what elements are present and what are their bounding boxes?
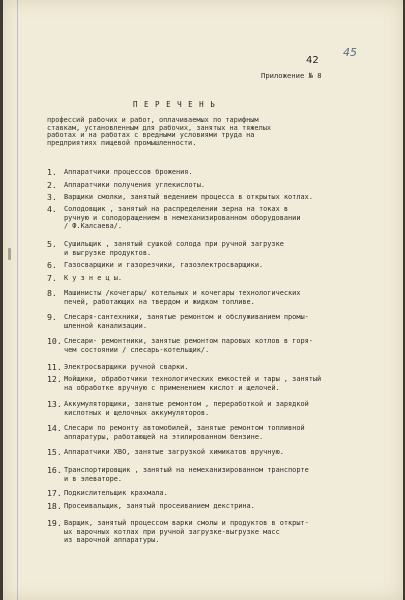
item-number: 11.: [47, 362, 62, 372]
item-text: и выгрузке продуктов.: [64, 248, 152, 257]
item-number: 9.: [47, 312, 57, 322]
item-text: шленной канализации.: [64, 321, 147, 330]
item-number: 13.: [47, 399, 62, 409]
item-text: Мойщики, обработчики технологических емкостей и тары , занятый: [64, 375, 322, 383]
item-number: 7.: [47, 273, 57, 283]
item-text: ручную и солодоращением в немеханизированном оборудовании: [64, 213, 301, 222]
item-number: 8.: [47, 288, 57, 298]
item-number: 14.: [47, 423, 62, 433]
item-number: 6.: [47, 260, 57, 270]
item-text: чем состоянии / слесарь-котельщик/.: [64, 345, 210, 354]
item-text: Аппаратчики получения углекислоты.: [64, 181, 206, 189]
item-number: 10.: [47, 336, 62, 346]
appendix-label: Приложение № 8: [261, 71, 322, 80]
item-text: Транспортировщик , занятый на немеханизированном транспорте: [64, 466, 309, 474]
item-text: на обработке вручную с применением кислот и щелочей.: [64, 383, 280, 392]
item-number: 5.: [47, 239, 57, 249]
item-text: аппаратуры, работающей на этилированном бензине.: [64, 432, 264, 441]
intro-line: работах и на работах с вредными условиями труда на: [47, 131, 255, 140]
item-text: Слесари- ремонтники, занятые ремонтом паровых котлов в горя-: [64, 337, 313, 345]
item-number: 19.: [47, 518, 62, 528]
item-text: Солодовщик , занятый на распределении зерна на токах в: [64, 205, 289, 213]
item-number: 3.: [47, 192, 57, 202]
item-text: печей, работающих на твердом и жидком топливе.: [64, 297, 255, 306]
item-text: ых варочных котлах при ручной загрузке-выгрузке масс: [64, 527, 280, 536]
item-text: кислотных и щелочных аккумуляторов.: [64, 408, 210, 417]
item-text: Сушильщик , занятый сушкой солода при ручной загрузке: [64, 240, 284, 248]
item-number: 18.: [47, 501, 62, 511]
item-text: Слесари по ремонту автомобилей, занятые ремонтом топливной: [64, 424, 305, 432]
item-text: Аккумуляторщики, занятые ремонтом , переработкой и зарядкой: [64, 400, 309, 408]
item-text: из варочной аппаратуры.: [64, 536, 160, 545]
item-number: 1.: [47, 167, 57, 177]
intro-paragraph: [47, 117, 387, 147]
item-text: Электросварщики ручной сварки.: [64, 363, 189, 371]
document-page: [3, 0, 403, 600]
page-number: 42: [306, 55, 319, 66]
item-text: Слесаря-сантехники, занятые ремонтом и обслуживанием промы-: [64, 313, 309, 321]
item-number: 12.: [47, 374, 62, 384]
item-text: Варщики смолки, занятый ведением процесса в открытых котлах.: [64, 193, 313, 201]
item-text: К у з н е ц ы.: [64, 274, 123, 282]
item-text: Просеивальщик, занятый просеиванием декстрина.: [64, 502, 255, 510]
item-number: 4.: [47, 204, 57, 214]
binding-staple: [8, 248, 11, 260]
item-text: Газосварщики и газорезчики, газоэлектросварщики.: [64, 261, 264, 269]
item-number: 15.: [47, 447, 62, 457]
item-text: Варщик, занятый процессом варки смолы и продуктов в открыт-: [64, 519, 309, 527]
item-text: Аппаратчики ХВО, занятые загрузкой химикатов вручную.: [64, 448, 284, 456]
item-text: Аппаратчики процессов брожения.: [64, 168, 193, 176]
item-number: 16.: [47, 465, 62, 475]
document-title: П Е Р Е Ч Е Н Ь: [133, 100, 216, 109]
item-text: Машинисты /кочегары/ котельных и кочегары технологических: [64, 289, 301, 297]
handwritten-folio-number: 45: [343, 46, 357, 59]
item-text: и в элеваторе.: [64, 474, 123, 483]
intro-line: предприятиях пищевой промышленности.: [47, 138, 197, 147]
intro-line: профессий рабочих и работ, оплачиваемых по тарифным: [47, 116, 259, 124]
item-text: Подкислительщик крахмала.: [64, 489, 168, 497]
margin-ruling-line: [17, 0, 18, 600]
item-text: / Ф.Калсаева/.: [64, 222, 123, 231]
item-number: 17.: [47, 488, 62, 498]
intro-line: ставкам, установленным для рабочих, занятых на тяжелых: [47, 123, 272, 132]
item-number: 2.: [47, 180, 57, 190]
